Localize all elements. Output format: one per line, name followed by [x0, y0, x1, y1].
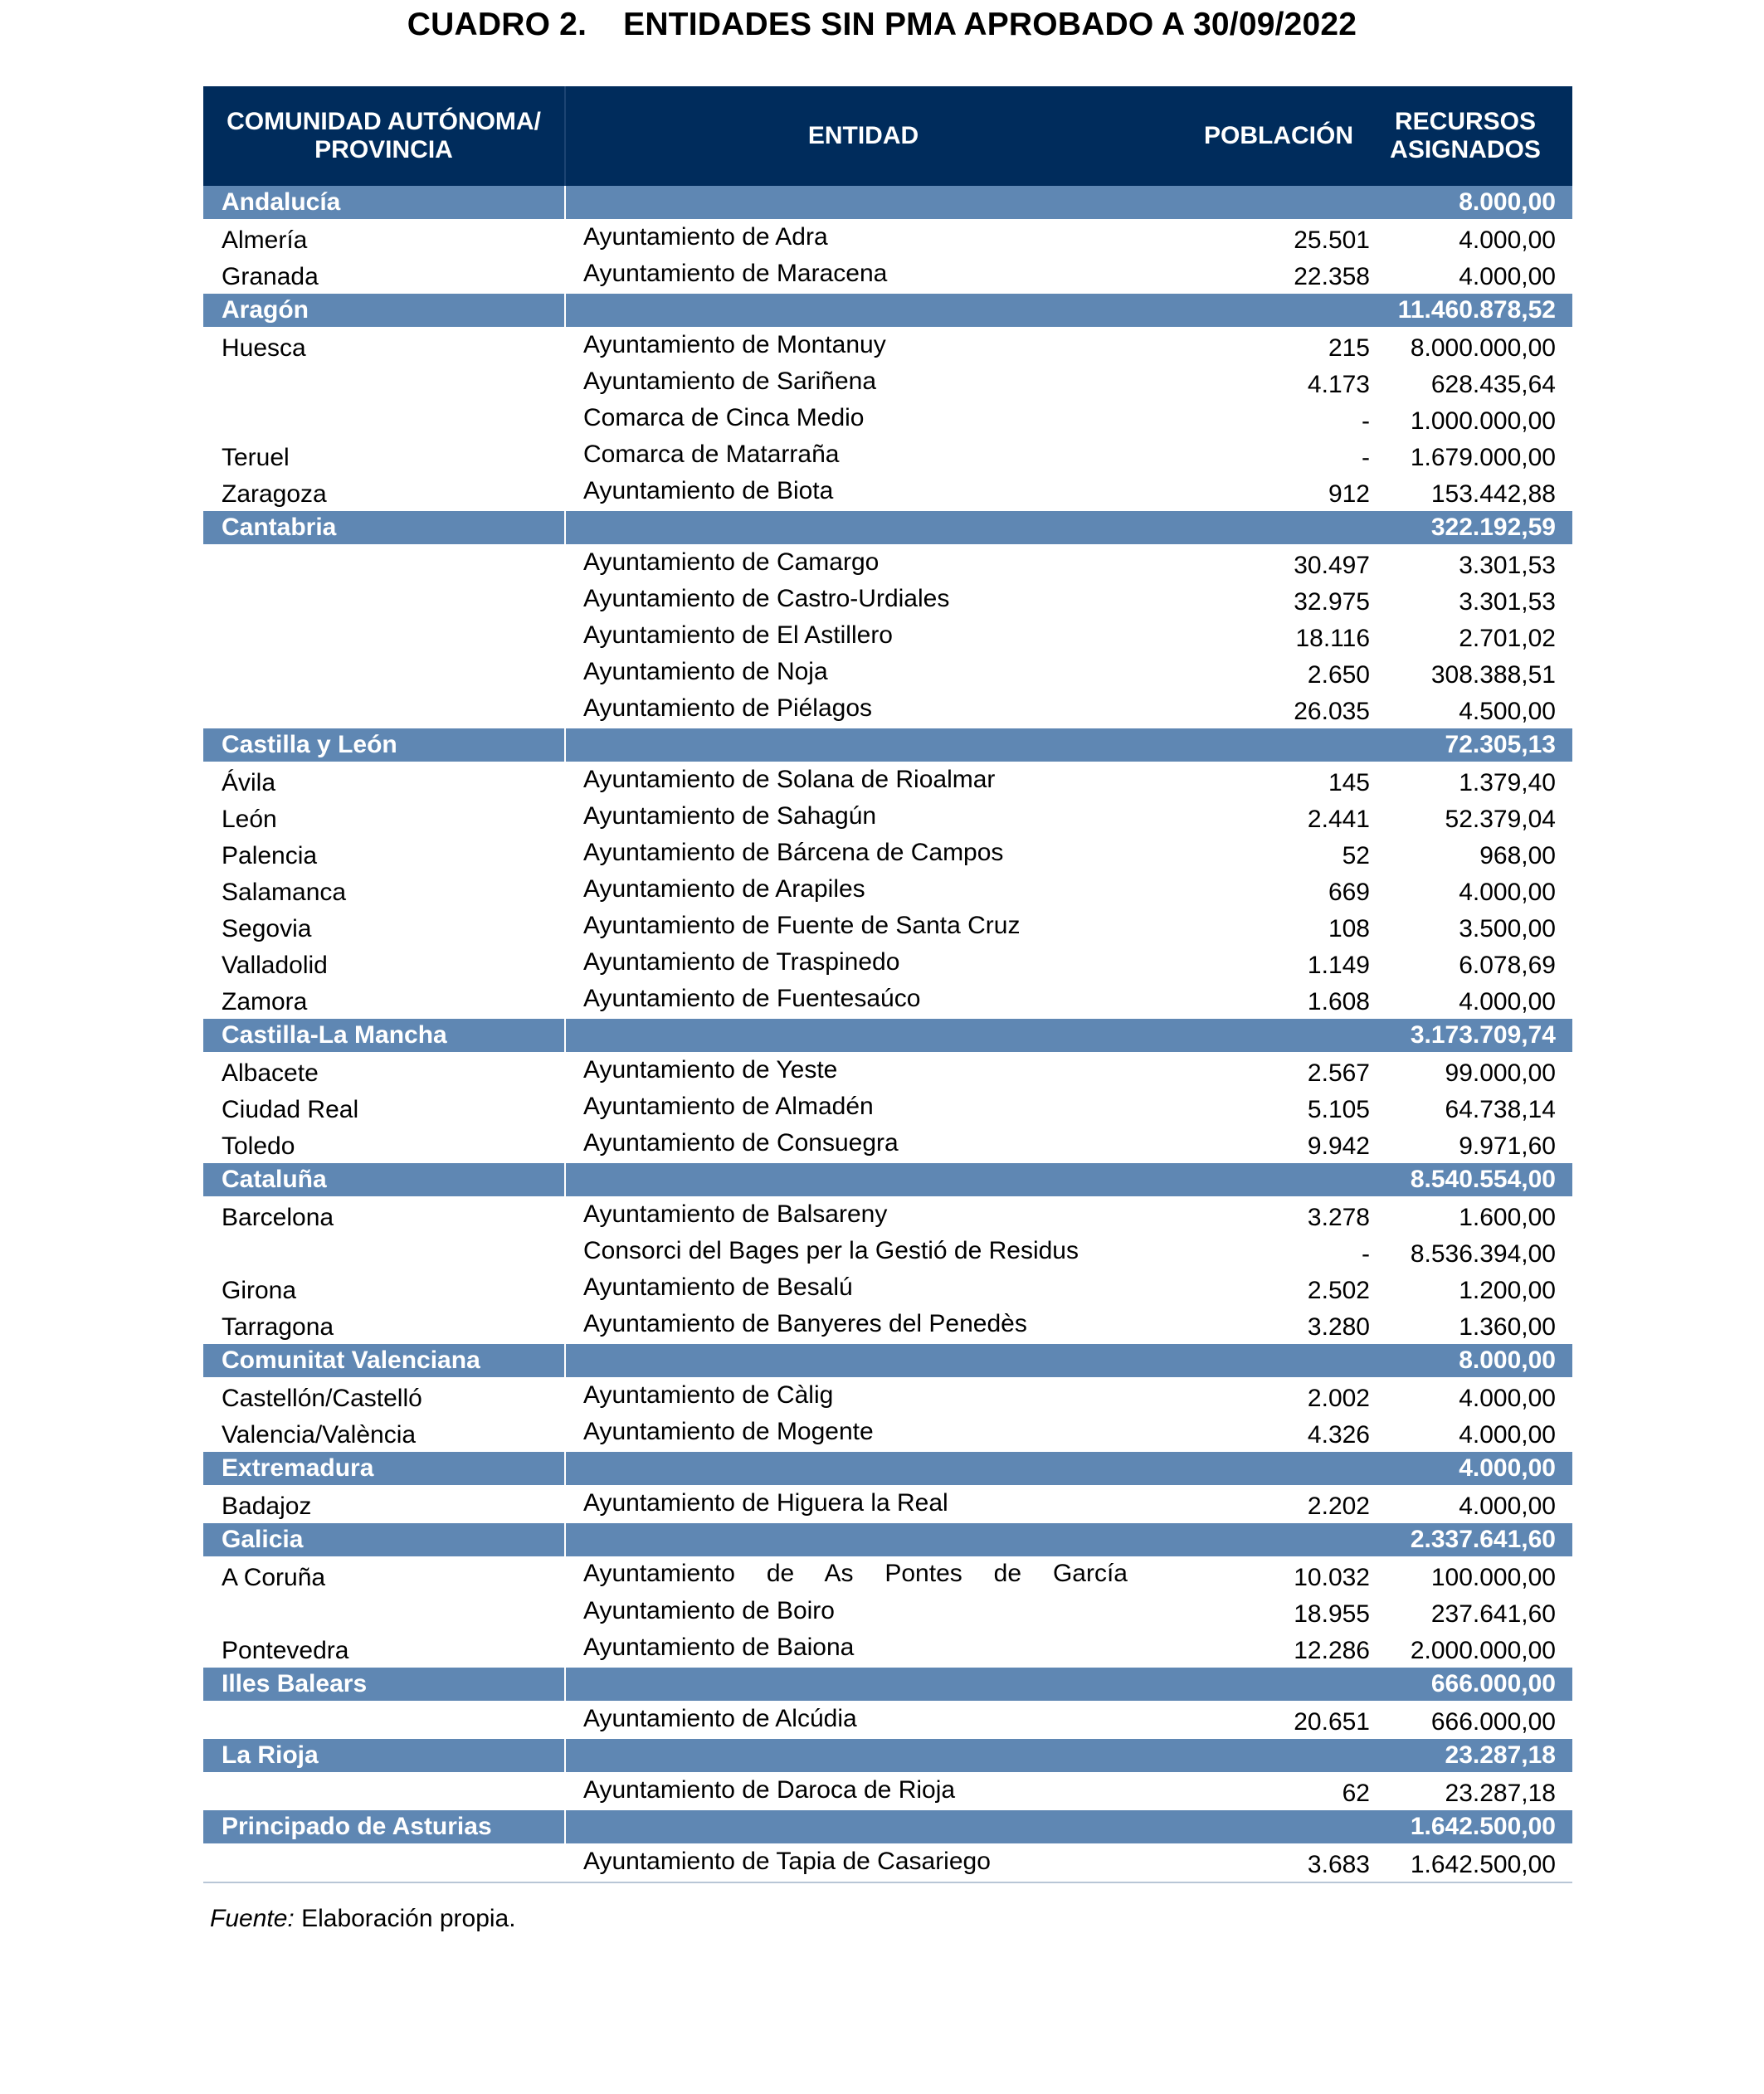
cell-provincia: León — [222, 806, 277, 833]
cell-entidad: Comarca de Cinca Medio — [583, 404, 865, 431]
cell-provincia: Ciudad Real — [222, 1096, 359, 1123]
region-name: La Rioja — [203, 1739, 565, 1772]
table-row — [203, 982, 1572, 1019]
cell-provincia — [203, 403, 565, 440]
region-spacer — [565, 1344, 1386, 1377]
table-title — [0, 7, 1764, 43]
region-total: 2.337.641,60 — [1386, 1523, 1572, 1556]
table-row — [203, 365, 1572, 402]
cell-recursos: 8.536.394,00 — [1410, 1240, 1556, 1268]
cell-entidad: Ayuntamiento de Almadén — [583, 1093, 874, 1120]
cell-provincia: Segovia — [222, 915, 312, 942]
cell-poblacion: 2.650 — [1307, 661, 1370, 689]
region-row — [203, 1523, 1572, 1556]
region-name: Comunitat Valenciana — [203, 1344, 565, 1377]
cell-poblacion: 25.501 — [1294, 226, 1370, 254]
region-row — [203, 294, 1572, 327]
cell-entidad: Ayuntamiento de El Astillero — [583, 621, 893, 649]
cell-provincia: Ávila — [222, 769, 276, 796]
cell-entidad: Ayuntamiento de Tapia de Casariego — [565, 1842, 1161, 1881]
cell-provincia — [203, 1845, 565, 1884]
table-row — [203, 873, 1572, 909]
cell-recursos: 99.000,00 — [1445, 1059, 1556, 1087]
table-row — [203, 1485, 1572, 1523]
cell-provincia — [203, 1774, 565, 1812]
cell-provincia: Barcelona — [222, 1204, 334, 1231]
cell-poblacion: 10.032 — [1294, 1564, 1370, 1591]
region-row — [203, 1452, 1572, 1485]
cell-poblacion: 912 — [1328, 480, 1370, 508]
cell-provincia: Valladolid — [222, 952, 328, 979]
cell-provincia: Almería — [222, 226, 308, 254]
cell-entidad: Ayuntamiento de Bárcena de Campos — [583, 839, 1004, 866]
cell-entidad: Comarca de Matarraña — [583, 441, 840, 468]
cell-poblacion: 5.105 — [1307, 1096, 1370, 1123]
table-row — [203, 1127, 1572, 1163]
cell-poblacion: 2.502 — [1307, 1277, 1370, 1304]
cell-poblacion: 3.683 — [1161, 1845, 1386, 1884]
table-row — [203, 475, 1572, 511]
table-row — [203, 619, 1572, 655]
cell-poblacion: 12.286 — [1294, 1637, 1370, 1664]
table-row — [203, 1772, 1572, 1810]
cell-provincia: Valencia/València — [222, 1421, 417, 1449]
table-row — [203, 909, 1572, 946]
cell-provincia — [203, 694, 565, 730]
cell-entidad: Ayuntamiento de Biota — [583, 477, 834, 504]
region-spacer — [565, 511, 1386, 544]
cell-recursos: 3.500,00 — [1459, 915, 1556, 942]
region-name: Illes Balears — [203, 1668, 565, 1701]
cell-entidad: Ayuntamiento de Baiona — [583, 1634, 855, 1661]
table-row — [203, 438, 1572, 475]
table-row — [203, 1631, 1572, 1668]
cell-entidad: Ayuntamiento de Maracena — [583, 260, 888, 287]
cell-entidad: Ayuntamiento de Besalú — [583, 1273, 853, 1301]
cell-entidad: Ayuntamiento de Camargo — [583, 548, 880, 576]
region-total: 11.460.878,52 — [1386, 294, 1572, 327]
table-row — [203, 1196, 1572, 1234]
cell-recursos: 1.360,00 — [1459, 1313, 1556, 1341]
cell-recursos: 1.379,40 — [1459, 769, 1556, 796]
cell-entidad: Ayuntamiento de Adra — [583, 223, 828, 251]
cell-provincia — [203, 1702, 565, 1741]
region-spacer — [565, 1163, 1386, 1196]
table-row — [203, 692, 1572, 728]
cell-provincia: Girona — [222, 1277, 297, 1304]
cell-provincia: Huesca — [222, 334, 306, 362]
cell-entidad: Ayuntamiento de Mogente — [583, 1418, 874, 1445]
cell-recursos: 4.000,00 — [1459, 263, 1556, 290]
cell-poblacion: 52 — [1342, 842, 1370, 869]
cell-poblacion: 2.567 — [1307, 1059, 1370, 1087]
cell-entidad: Ayuntamiento de Fuente de Santa Cruz — [583, 912, 1021, 939]
cell-entidad: Ayuntamiento de Traspinedo — [583, 948, 900, 976]
cell-recursos: 666.000,00 — [1430, 1708, 1556, 1736]
region-name: Aragón — [203, 294, 565, 327]
cell-recursos: 8.000.000,00 — [1410, 334, 1556, 362]
region-spacer — [565, 1810, 1386, 1843]
table-row — [203, 327, 1572, 365]
cell-poblacion: 669 — [1328, 879, 1370, 906]
region-spacer — [565, 728, 1386, 762]
cell-poblacion: 18.116 — [1295, 625, 1370, 652]
cell-recursos: 52.379,04 — [1445, 806, 1556, 833]
cell-provincia: Zamora — [222, 988, 308, 1015]
table-row — [203, 1052, 1572, 1090]
table-row — [203, 1271, 1572, 1308]
table-caption: ENTIDADES SIN PMA APROBADO A 30/09/2022 — [623, 7, 1357, 42]
cell-entidad: Ayuntamiento de Montanuy — [583, 331, 886, 358]
region-total: 3.173.709,74 — [1386, 1019, 1572, 1052]
cell-recursos: 1.600,00 — [1459, 1204, 1556, 1231]
cell-entidad: Ayuntamiento de Fuentesaúco — [583, 985, 921, 1012]
cell-poblacion: - — [1362, 407, 1370, 435]
cell-provincia: Granada — [222, 263, 319, 290]
region-name: Cantabria — [203, 511, 565, 544]
region-total: 666.000,00 — [1386, 1668, 1572, 1701]
cell-recursos: 9.971,60 — [1459, 1132, 1556, 1160]
cell-poblacion: 22.358 — [1294, 263, 1370, 290]
cell-recursos: 968,00 — [1479, 842, 1556, 869]
cell-recursos: 1.000.000,00 — [1410, 407, 1556, 435]
region-spacer — [565, 294, 1386, 327]
table-row — [203, 836, 1572, 873]
header-recursos: RECURSOS ASIGNADOS — [1386, 86, 1572, 186]
cell-poblacion: 20.651 — [1294, 1708, 1370, 1736]
cell-provincia — [203, 1236, 565, 1273]
cell-poblacion: 2.202 — [1307, 1493, 1370, 1520]
cell-recursos: 1.200,00 — [1459, 1277, 1556, 1304]
cell-provincia: Albacete — [222, 1059, 319, 1087]
cell-poblacion: 215 — [1328, 334, 1370, 362]
cell-recursos: 4.000,00 — [1459, 1385, 1556, 1412]
source-text: Elaboración propia. — [301, 1905, 516, 1932]
cell-recursos: 308.388,51 — [1430, 661, 1556, 689]
source-label: Fuente: — [210, 1905, 295, 1932]
cell-entidad: Ayuntamiento de Boiro — [583, 1597, 835, 1624]
region-total: 322.192,59 — [1386, 511, 1572, 544]
cell-recursos: 1.642.500,00 — [1386, 1845, 1572, 1884]
cell-poblacion: - — [1362, 1240, 1370, 1268]
region-name: Castilla y León — [203, 728, 565, 762]
cell-provincia — [203, 367, 565, 403]
cell-entidad: Ayuntamiento de Arapiles — [583, 875, 865, 903]
region-row — [203, 1739, 1572, 1772]
region-row — [203, 1344, 1572, 1377]
region-row — [203, 1668, 1572, 1701]
region-spacer — [565, 1523, 1386, 1556]
cell-poblacion: 3.278 — [1307, 1204, 1370, 1231]
cell-poblacion: 2.002 — [1307, 1385, 1370, 1412]
cell-recursos: 3.301,53 — [1459, 588, 1556, 616]
region-name: Galicia — [203, 1523, 565, 1556]
table-row — [203, 1415, 1572, 1452]
table-row — [203, 800, 1572, 836]
cell-poblacion: 18.955 — [1294, 1600, 1370, 1628]
region-name: Extremadura — [203, 1452, 565, 1485]
table-row — [203, 1090, 1572, 1127]
entities-table — [203, 86, 1572, 1883]
cell-provincia — [203, 621, 565, 657]
cell-provincia: Toledo — [222, 1132, 295, 1160]
table-row — [203, 762, 1572, 800]
cell-recursos: 6.078,69 — [1459, 952, 1556, 979]
cell-poblacion: 4.326 — [1307, 1421, 1370, 1449]
cell-entidad: Ayuntamiento de Consuegra — [583, 1129, 899, 1157]
cell-entidad: Ayuntamiento de Piélagos — [583, 694, 873, 722]
cell-entidad: Ayuntamiento de Solana de Rioalmar — [583, 766, 996, 793]
source-note — [210, 1905, 516, 1933]
cell-entidad: Ayuntamiento de Alcúdia — [583, 1705, 857, 1732]
table-row — [203, 1595, 1572, 1631]
cell-provincia: A Coruña — [222, 1564, 326, 1591]
cell-provincia: Salamanca — [222, 879, 347, 906]
region-total: 1.642.500,00 — [1386, 1810, 1572, 1843]
region-total: 23.287,18 — [1386, 1739, 1572, 1772]
cell-provincia: Pontevedra — [222, 1637, 349, 1664]
region-name: Andalucía — [203, 186, 565, 219]
cell-recursos: 2.000.000,00 — [1410, 1637, 1556, 1664]
table-row — [203, 1308, 1572, 1344]
cell-provincia — [203, 584, 565, 621]
cell-poblacion: 1.608 — [1307, 988, 1370, 1015]
cell-poblacion: 108 — [1328, 915, 1370, 942]
table-row — [203, 219, 1572, 257]
region-total: 8.000,00 — [1386, 186, 1572, 219]
cell-entidad: Ayuntamiento de Sahagún — [583, 802, 877, 830]
cell-entidad: Ayuntamiento de Noja — [583, 658, 828, 685]
region-total: 8.000,00 — [1386, 1344, 1572, 1377]
region-spacer — [565, 1739, 1386, 1772]
cell-entidad: Ayuntamiento de Yeste — [583, 1056, 838, 1084]
region-total: 4.000,00 — [1386, 1452, 1572, 1485]
header-entidad: ENTIDAD — [565, 86, 1161, 186]
table-number: CUADRO 2. — [407, 7, 587, 42]
table-row — [203, 655, 1572, 692]
cell-provincia: Palencia — [222, 842, 318, 869]
region-row — [203, 511, 1572, 544]
cell-entidad: Ayuntamiento de Balsareny — [583, 1200, 888, 1228]
cell-recursos: 4.500,00 — [1459, 698, 1556, 725]
cell-entidad-text: Ayuntamiento de As Pontes de García — [583, 1560, 1128, 1587]
region-spacer — [565, 186, 1386, 219]
header-poblacion: POBLACIÓN — [1161, 86, 1386, 186]
cell-poblacion: 30.497 — [1294, 552, 1370, 579]
region-name: Castilla-La Mancha — [203, 1019, 565, 1052]
cell-provincia: Badajoz — [222, 1493, 312, 1520]
cell-entidad: Ayuntamiento de Daroca de Rioja — [583, 1776, 956, 1804]
region-row — [203, 1810, 1572, 1843]
cell-recursos: 237.641,60 — [1430, 1600, 1556, 1628]
cell-recursos: 2.701,02 — [1459, 625, 1556, 652]
cell-poblacion: 62 — [1342, 1780, 1370, 1807]
cell-entidad: Ayuntamiento de Castro-Urdiales — [583, 585, 950, 612]
cell-recursos: 4.000,00 — [1459, 988, 1556, 1015]
table-row — [203, 1377, 1572, 1415]
cell-entidad: Ayuntamiento de Banyeres del Penedès — [583, 1310, 1027, 1337]
cell-recursos: 4.000,00 — [1459, 879, 1556, 906]
table-row — [203, 402, 1572, 438]
region-row — [203, 1019, 1572, 1052]
cell-recursos: 23.287,18 — [1445, 1780, 1556, 1807]
cell-poblacion: 145 — [1328, 769, 1370, 796]
cell-poblacion: 2.441 — [1307, 806, 1370, 833]
cell-entidad: Ayuntamiento de Càlig — [583, 1381, 834, 1409]
cell-provincia: Zaragoza — [222, 480, 327, 508]
cell-entidad: Ayuntamiento de Higuera la Real — [583, 1489, 948, 1517]
region-total: 72.305,13 — [1386, 728, 1572, 762]
cell-recursos: 1.679.000,00 — [1410, 444, 1556, 471]
cell-entidad: Ayuntamiento de Sariñena — [583, 368, 877, 395]
table-row — [203, 1843, 1572, 1882]
cell-poblacion: 3.280 — [1307, 1313, 1370, 1341]
region-name: Principado de Asturias — [203, 1810, 565, 1843]
cell-recursos: 3.301,53 — [1459, 552, 1556, 579]
region-row — [203, 728, 1572, 762]
header-comunidad: COMUNIDAD AUTÓNOMA/ PROVINCIA — [203, 86, 565, 186]
cell-provincia: Tarragona — [222, 1313, 334, 1341]
cell-poblacion: 9.942 — [1307, 1132, 1370, 1160]
cell-recursos: 4.000,00 — [1459, 226, 1556, 254]
cell-recursos: 628.435,64 — [1430, 371, 1556, 398]
cell-provincia — [203, 546, 565, 584]
table-row — [203, 544, 1572, 582]
region-row — [203, 186, 1572, 219]
cell-recursos: 4.000,00 — [1459, 1421, 1556, 1449]
table-row — [203, 946, 1572, 982]
region-spacer — [565, 1668, 1386, 1701]
region-total: 8.540.554,00 — [1386, 1163, 1572, 1196]
region-spacer — [565, 1452, 1386, 1485]
cell-poblacion: 4.173 — [1307, 371, 1370, 398]
cell-entidad — [565, 1555, 1161, 1593]
table-body — [203, 186, 1572, 1882]
cell-provincia — [203, 657, 565, 694]
table-row — [203, 1234, 1572, 1271]
table-row — [203, 1701, 1572, 1739]
cell-provincia — [203, 1596, 565, 1633]
cell-poblacion: 1.149 — [1307, 952, 1370, 979]
entities-table-container — [203, 86, 1572, 1883]
cell-poblacion: 26.035 — [1294, 698, 1370, 725]
cell-recursos: 153.442,88 — [1430, 480, 1556, 508]
table-row — [203, 257, 1572, 294]
cell-poblacion: - — [1362, 444, 1370, 471]
cell-provincia: Teruel — [222, 444, 290, 471]
cell-recursos: 64.738,14 — [1445, 1096, 1556, 1123]
region-name: Cataluña — [203, 1163, 565, 1196]
cell-entidad: Consorci del Bages per la Gestió de Residus — [583, 1237, 1079, 1264]
cell-recursos: 4.000,00 — [1459, 1493, 1556, 1520]
table-header — [203, 86, 1572, 186]
region-row — [203, 1163, 1572, 1196]
table-row — [203, 582, 1572, 619]
cell-recursos: 100.000,00 — [1430, 1564, 1556, 1591]
cell-provincia: Castellón/Castelló — [222, 1385, 422, 1412]
region-spacer — [565, 1019, 1386, 1052]
table-row — [203, 1556, 1572, 1595]
cell-poblacion: 32.975 — [1294, 588, 1370, 616]
